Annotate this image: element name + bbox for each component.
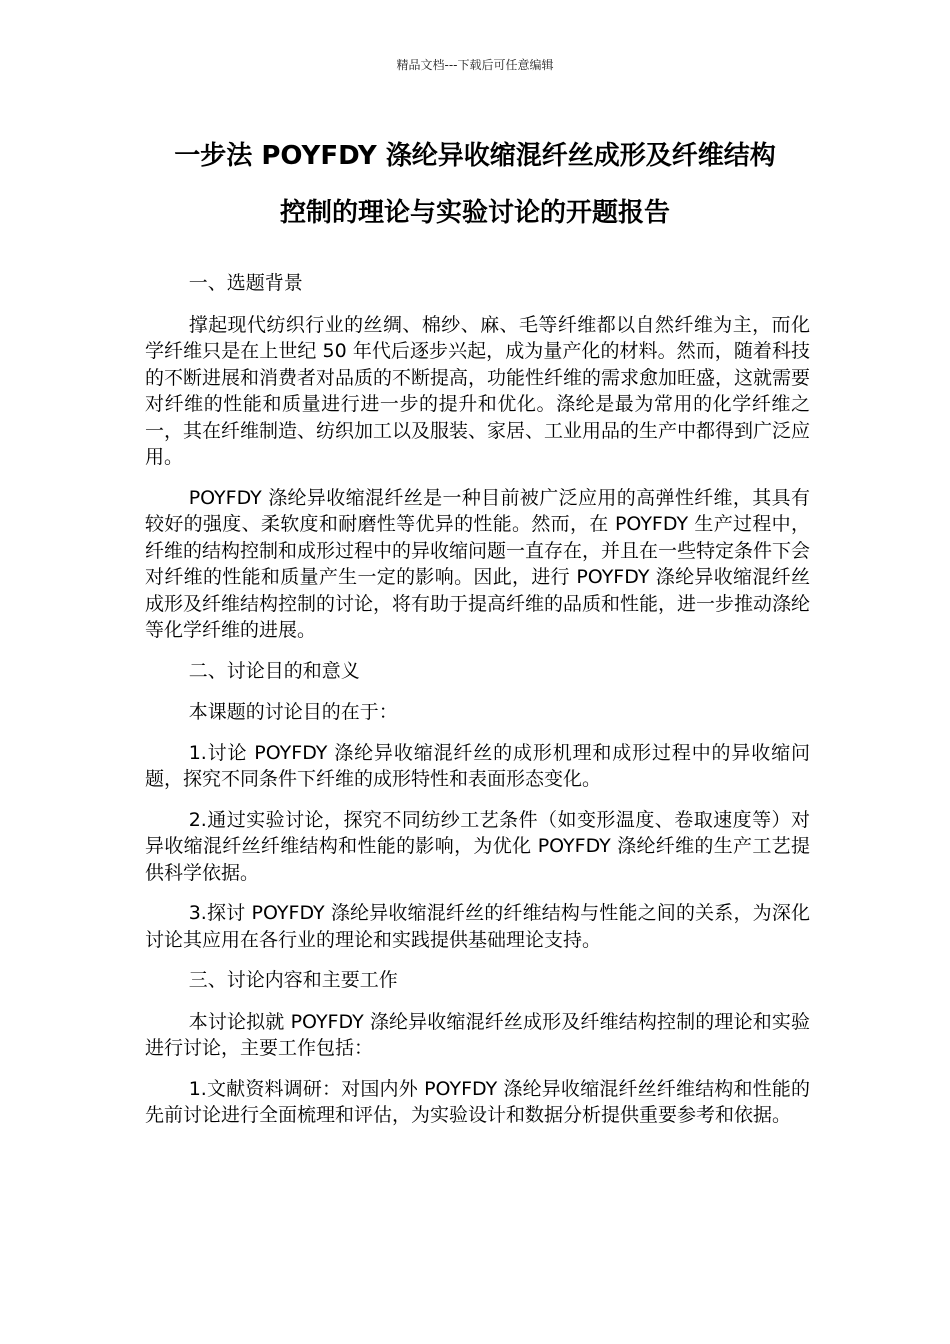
list-item-purpose-3: 3.探讨 POYFDY 涤纶异收缩混纤丝的纤维结构与性能之间的关系，为深化讨论其应用在各行业的理论和实践提供基础理论支持。 <box>145 902 810 951</box>
document-title-line-1: 一步法 POYFDY 涤纶异收缩混纤丝成形及纤维结构 <box>174 141 776 171</box>
paragraph-purpose-intro: 本课题的讨论目的在于： <box>188 701 398 723</box>
paragraph-content-intro: 本讨论拟就 POYFDY 涤纶异收缩混纤丝成形及纤维结构控制的理论和实验进行讨论，主要工作包括： <box>145 1010 810 1059</box>
document-title-line-2: 控制的理论与实验讨论的开题报告 <box>279 198 670 228</box>
list-item-purpose-1: 1.讨论 POYFDY 涤纶异收缩混纤丝的成形机理和成形过程中的异收缩问题，探究不同条件下纤维的成形特性和表面形态变化。 <box>145 741 810 790</box>
paragraph-background-1: 撑起现代纺织行业的丝绸、棉纱、麻、毛等纤维都以自然纤维为主，而化学纤维只是在上世纪 50 年代后逐步兴起，成为量产化的材料。然而，随着科技的不断进展和消费者对品质的不断提高，功能性纤维的需求愈加旺盛，这就需要对纤维的性能和质量进行进一步的提升和优化。涤纶是最为常用的化学纤维之一，其在纤维制造、纺织加工以及服装、家居、工业用品的生产中都得到广泛应用。 <box>145 313 811 468</box>
section-heading-content: 三、讨论内容和主要工作 <box>188 969 398 991</box>
list-item-content-1: 1.文献资料调研：对国内外 POYFDY 涤纶异收缩混纤丝纤维结构和性能的先前讨论进行全面梳理和评估，为实验设计和数据分析提供重要参考和依据。 <box>145 1077 810 1126</box>
paragraph-background-2: POYFDY 涤纶异收缩混纤丝是一种目前被广泛应用的高弹性纤维，其具有较好的强度、柔软度和耐磨性等优异的性能。然而，在 POYFDY 生产过程中，纤维的结构控制和成形过程中的异收缩问题一直存在，并且在一些特定条件下会对纤维的性能和质量产生一定的影响。因此，进行 POYFDY 涤纶异收缩混纤丝成形及纤维结构控制的讨论，将有助于提高纤维的品质和性能，进一步推动涤纶等化学纤维的进展。 <box>145 486 811 641</box>
page-header: 精品文档---下载后可任意编辑 <box>396 58 554 72</box>
document-body <box>145 270 810 1143</box>
list-item-purpose-2: 2.通过实验讨论，探究不同纺纱工艺条件（如变形温度、卷取速度等）对异收缩混纤丝纤维结构和性能的影响，为优化 POYFDY 涤纶纤维的生产工艺提供科学依据。 <box>145 808 810 884</box>
section-heading-purpose: 二、讨论目的和意义 <box>188 659 360 682</box>
section-heading-background: 一、选题背景 <box>188 272 303 294</box>
